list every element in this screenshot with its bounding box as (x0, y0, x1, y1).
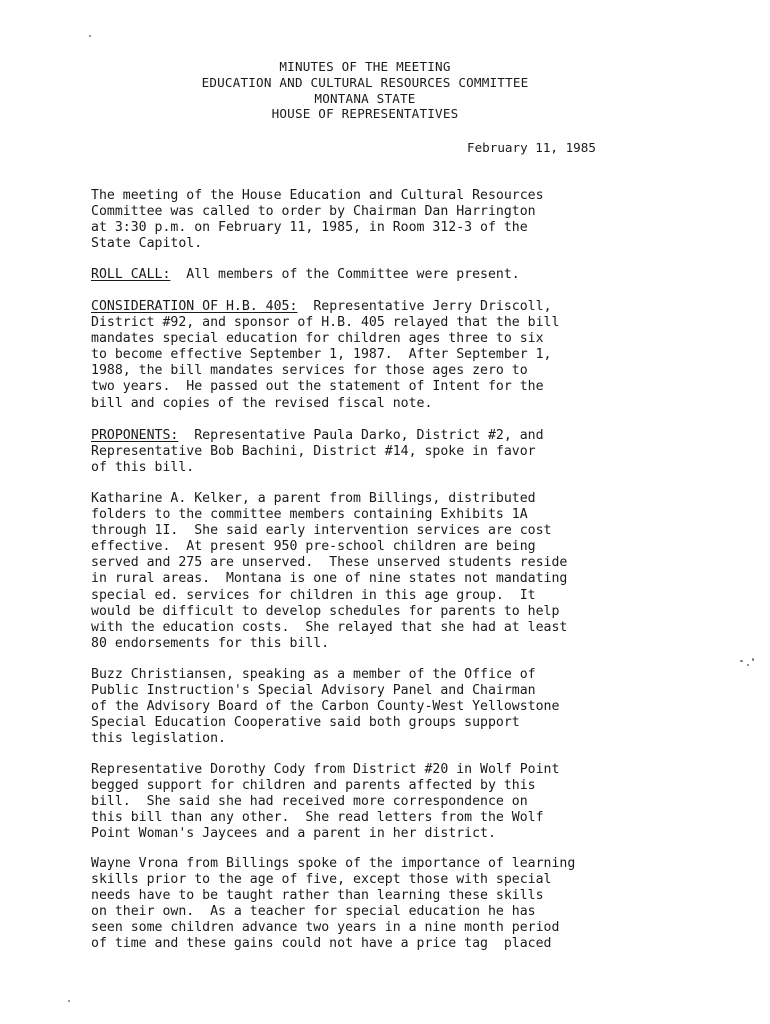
vrona-line: on their own. As a teacher for special education he has (91, 904, 536, 920)
kelker-line: with the education costs. She relayed that she had at least (91, 619, 568, 635)
kelker-line: through 1I. She said early intervention services are cost (91, 523, 552, 539)
cody-paragraph (91, 762, 691, 842)
vrona-line: of time and these gains could not have a price tag placed (91, 936, 552, 952)
vrona-line: needs have to be taught rather than learning these skills (91, 888, 544, 904)
header-title: MINUTES OF THE MEETING (279, 59, 451, 74)
scan-speck (747, 664, 749, 666)
christiansen-line: this legislation. (91, 731, 226, 747)
scan-speck (68, 1000, 70, 1002)
vrona-line: skills prior to the age of five, except those with special (91, 872, 552, 888)
kelker-line: effective. At present 950 pre-school children are being (91, 539, 536, 555)
consideration-line: two years. He passed out the statement of Intent for the (91, 379, 544, 395)
consideration-label: CONSIDERATION OF H.B. 405: (91, 299, 298, 314)
intro-paragraph (91, 188, 691, 252)
consideration-line: to become effective September 1, 1987. After September 1, (91, 347, 552, 363)
kelker-paragraph (91, 491, 691, 652)
kelker-line: would be difficult to develop schedules for parents to help (91, 603, 560, 619)
scan-speck (740, 660, 743, 662)
roll-call-paragraph (91, 267, 691, 283)
meeting-date: February 11, 1985 (467, 140, 596, 155)
proponents-first-line: Representative Paula Darko, District #2, and (178, 428, 544, 443)
kelker-line: 80 endorsements for this bill. (91, 635, 330, 651)
christiansen-line: Special Education Cooperative said both groups support (91, 715, 520, 731)
christiansen-line: Buzz Christiansen, speaking as a member of the Office of (91, 667, 536, 682)
proponents-paragraph (91, 428, 691, 476)
cody-line: begged support for children and parents affected by this (91, 778, 536, 794)
roll-call-label: ROLL CALL: (91, 267, 171, 282)
scan-speck (752, 658, 754, 661)
vrona-paragraph (91, 856, 691, 953)
kelker-line: Katharine A. Kelker, a parent from Billings, distributed (91, 491, 536, 506)
consideration-line: District #92, and sponsor of H.B. 405 relayed that the bill (91, 315, 560, 331)
roll-call-text: All members of the Committee were present. (170, 267, 520, 282)
cody-line: Representative Dorothy Cody from District #20 in Wolf Point (91, 762, 560, 777)
christiansen-line: of the Advisory Board of the Carbon County-West Yellowstone (91, 699, 560, 715)
kelker-line: folders to the committee members containing Exhibits 1A (91, 507, 528, 523)
header-house: HOUSE OF REPRESENTATIVES (271, 106, 459, 122)
cody-line: bill. She said she had received more correspondence on (91, 794, 528, 810)
vrona-line: seen some children advance two years in a nine month period (91, 920, 560, 936)
christiansen-paragraph (91, 667, 691, 747)
intro-line: The meeting of the House Education and Cultural Resources (91, 188, 544, 203)
proponents-line: of this bill. (91, 460, 195, 476)
consideration-line: mandates special education for children ages three to six (91, 331, 544, 347)
christiansen-line: Public Instruction's Special Advisory Panel and Chairman (91, 683, 536, 699)
header-committee: EDUCATION AND CULTURAL RESOURCES COMMITTEE (201, 74, 529, 90)
proponents-line: Representative Bob Bachini, District #14, spoke in favor (91, 444, 536, 460)
cody-line: Point Woman's Jaycees and a parent in her district. (91, 826, 496, 842)
kelker-line: served and 275 are unserved. These unserved students reside (91, 555, 568, 571)
scan-speck (89, 35, 91, 37)
consideration-first-line: Representative Jerry Driscoll, (297, 299, 552, 314)
proponents-label: PROPONENTS: (91, 428, 179, 443)
header-state: MONTANA STATE (314, 90, 416, 106)
intro-line: State Capitol. (91, 236, 203, 252)
document-header (0, 59, 730, 122)
kelker-line: in rural areas. Montana is one of nine states not mandating (91, 571, 568, 587)
intro-line: at 3:30 p.m. on February 11, 1985, in Room 312-3 of the (91, 220, 528, 236)
consideration-line: bill and copies of the revised fiscal note. (91, 395, 433, 411)
consideration-paragraph (91, 299, 691, 412)
vrona-line: Wayne Vrona from Billings spoke of the importance of learning (91, 856, 576, 871)
intro-line: Committee was called to order by Chairman Dan Harrington (91, 204, 536, 220)
kelker-line: special ed. services for children in this age group. It (91, 587, 536, 603)
cody-line: this bill than any other. She read letters from the Wolf (91, 810, 544, 826)
consideration-line: 1988, the bill mandates services for those ages zero to (91, 363, 528, 379)
